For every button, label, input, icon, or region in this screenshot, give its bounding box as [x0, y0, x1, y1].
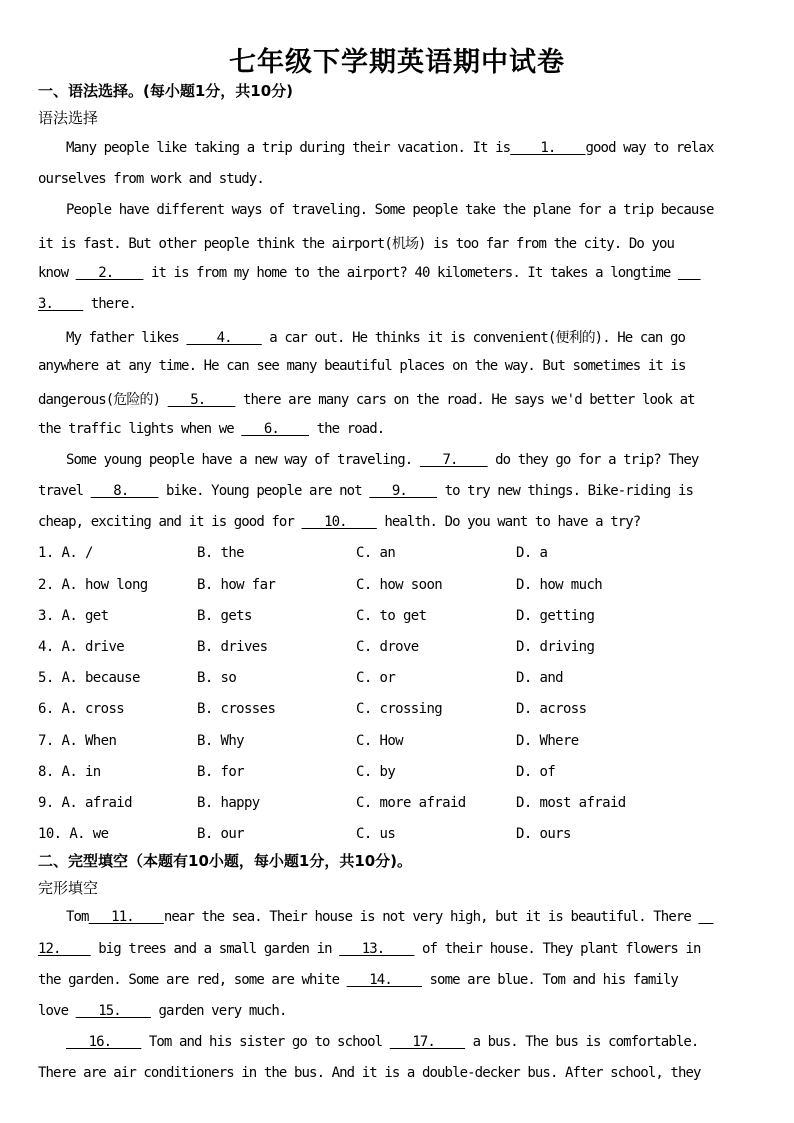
blank-9: 9. [369, 483, 438, 499]
blank-1: 1. [510, 140, 586, 156]
option-row: 1. A. / B. the C. an D. a [38, 545, 548, 561]
passage1-line: Many people like taking a trip during their vacation. It is 1. good way to relax [66, 140, 714, 156]
option-row: 4. A. drive B. drives C. drove D. driving [38, 639, 595, 655]
blank-5: 5. [167, 392, 236, 408]
section2-heading: 二、完型填空（本题有10小题，每小题1分，共10分)。 [38, 852, 413, 870]
passage2-line: 16. Tom and his sister go to school 17. a bus. The bus is comfortable. [66, 1034, 699, 1050]
section1-subheading: 语法选择 [38, 109, 99, 127]
section1-heading: 一、语法选择。(每小题1分，共10分) [38, 82, 294, 100]
blank-10: 10. [301, 514, 377, 530]
blank-11: 11. [88, 909, 164, 925]
blank-3: 3. [38, 296, 84, 312]
blank-8: 8. [90, 483, 159, 499]
blank-2: 2. [75, 265, 144, 281]
passage1-line: the traffic lights when we 6. the road. [38, 421, 385, 437]
passage1-line: 3. there. [38, 296, 136, 312]
exam-title: 七年级下学期英语期中试卷 [229, 47, 565, 78]
passage1-line: dangerous(危险的) 5. there are many cars on the road. He says we'd better look at [38, 392, 695, 408]
option-row: 9. A. afraid B. happy C. more afraid D. most afraid [38, 795, 626, 811]
passage1-line: People have different ways of traveling. Some people take the plane for a trip because [66, 202, 714, 218]
passage1-line: Some young people have a new way of traveling. 7. do they go for a trip? They [66, 452, 699, 468]
blank-7: 7. [419, 452, 488, 468]
passage1-line: know 2. it is from my home to the airport? 40 kilometers. It takes a longtime [38, 265, 678, 281]
option-row: 10. A. we B. our C. us D. ours [38, 826, 571, 842]
passage1-line: travel 8. bike. Young people are not 9. to try new things. Bike-riding is [38, 483, 694, 499]
blank-6: 6. [241, 421, 310, 437]
passage1-line: cheap, exciting and it is good for 10. health. Do you want to have a try? [38, 514, 641, 530]
blank-17: 17. [389, 1034, 466, 1050]
option-row: 6. A. cross B. crosses C. crossing D. across [38, 701, 587, 717]
passage2-line: the garden. Some are red, some are white 14. some are blue. Tom and his family [38, 972, 678, 988]
passage2-line: love 15. garden very much. [38, 1003, 287, 1019]
option-row: 2. A. how long B. how far C. how soon D. how much [38, 577, 603, 593]
passage1-line: My father likes 4. a car out. He thinks it is convenient(便利的). He can go [66, 330, 686, 346]
blank-15: 15. [75, 1003, 151, 1019]
blank-13: 13. [339, 941, 415, 957]
blank-16: 16. [66, 1034, 142, 1050]
option-row: 3. A. get B. gets C. to get D. getting [38, 608, 595, 624]
option-row: 5. A. because B. so C. or D. and [38, 670, 563, 686]
section2-subheading: 完形填空 [38, 879, 99, 897]
blank-12: 12. [38, 941, 91, 957]
blank-4: 4. [186, 330, 262, 346]
blank-14: 14. [346, 972, 422, 988]
passage1-line: it is fast. But other people think the airport(机场) is too far from the city. Do you [38, 236, 675, 252]
option-row: 7. A. When B. Why C. How D. Where [38, 733, 579, 749]
passage1-line: ourselves from work and study. [38, 171, 264, 187]
passage2-line: There are air conditioners in the bus. And it is a double-decker bus. After school, they [38, 1065, 701, 1081]
passage1-line: anywhere at any time. He can see many beautiful places on the way. But sometimes it is [38, 358, 686, 374]
passage2-line: 12. big trees and a small garden in 13. of their house. They plant flowers in [38, 941, 701, 957]
passage2-line: Tom 11. near the sea. Their house is not very high, but it is beautiful. There [66, 909, 699, 925]
option-row: 8. A. in B. for C. by D. of [38, 764, 556, 780]
